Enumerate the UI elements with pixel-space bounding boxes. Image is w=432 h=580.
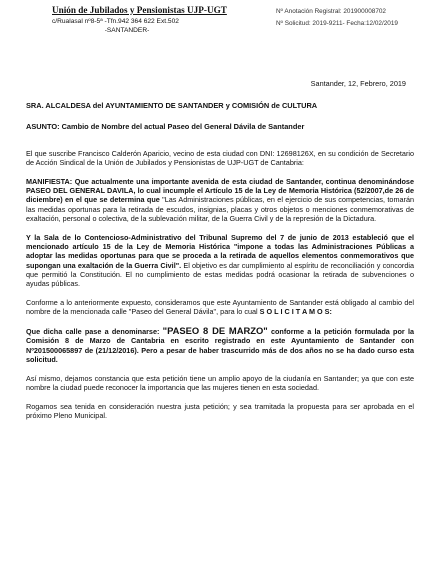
tribunal-text: El objetivo es dar cumplimiento al espíritu de reconciliación y concordia que permitió la Constitución. El no cumplimiento de estas medidas podrá ocasionar la retirada de subvenciones o ayudas públicas. (26, 260, 414, 289)
manifiesta-paragraph (26, 177, 414, 223)
request-bold-continuation: conforme a la petición formulada por la Comisión 8 de Marzo de Cantabria en escrito registrado en este Ayuntamiento de Santander con Nº201500065897 de (21/12/2016). Pero a pesar de haber trascurrido más de dos años no se ha dado curso esta solicitud. (26, 327, 415, 364)
recipient-line: SRA. ALCALDESA del AYUNTAMIENTO DE SANTANDER y COMISIÓN de CULTURA (26, 101, 318, 110)
organization-block (52, 5, 232, 34)
manifiesta-quote-text: "Las Administraciones públicas, en el ejercicio de sus competencias, tomarán las medidas oportunas para la retirada de escudos, insignias, placas y otros objetos o menciones conmemorativas de exaltación, personal o colectiva, de la sublevación militar, de la Guerra Civil y de la represión de la Dictadura. (26, 195, 415, 223)
support-paragraph: Así mismo, dejamos constancia que esta petición tiene un amplio apoyo de la ciudanía en Santander; ya que con este nombre la ciudad puede reconocer la importancia que las mujeres tienen en esta sociedad. (26, 373, 414, 393)
tribunal-paragraph (26, 233, 414, 289)
request-number: Nº Solicitud: 2019-9211- Fecha:12/02/2019 (276, 20, 398, 27)
subject-line: ASUNTO: Cambio de Nombre del actual Paseo del General Dávila de Santander (26, 122, 305, 132)
organization-name: Unión de Jubilados y Pensionistas UJP-UGT (52, 5, 227, 15)
registry-block (276, 6, 398, 30)
closing-paragraph: Rogamos sea tenida en consideración nuestra justa petición; y sea tramitada la propuesta para ser aprobada en el próximo Pleno Municipal. (26, 401, 414, 421)
registry-number: Nº Anotación Registral: 201900008702 (276, 8, 386, 15)
conforme-text: Conforme a lo anteriormente expuesto, consideramos que este Ayuntamiento de Santander está obligado al cambio del nombre de la mencionada calle "Paseo del General Dávila", para lo cual (26, 297, 414, 317)
manifiesta-bold-text: MANIFIESTA: Que actualmente una importante avenida de esta ciudad de Santander, continua denominándose PASEO DEL GENERAL DAVILA, lo cual incumple el Artículo 15 de la Ley de Memoria Histórica (52/2007,de 26 de diciembre) en el que se determina que (26, 176, 414, 205)
organization-address: c/Rualasal nº8-5ª -Tfn.942 364 622 Ext.502 (52, 18, 179, 25)
solicitamos-label: S O L I C I T A M O S: (259, 307, 332, 317)
conforme-paragraph (26, 298, 414, 317)
intro-paragraph: El que suscribe Francisco Calderón Aparicio, vecino de esta ciudad con DNI: 12698126X, en su condición de Secretario de Acción Sindical de la Unión de Jubilados y Pensionistas de UJP-UGT de Cantabria: (26, 148, 414, 167)
tribunal-bold-text: Y la Sala de lo Contencioso-Administrativo del Tribunal Supremo del 7 de junio de 2013 estableció que el mencionado artículo 15 de la Ley de Memoria Histórica "impone a todas las Administraciones Públicas a adoptar las medidas oportunas para que se proceda a la retirada de aquellos elementos conmemorativos que supongan una exaltación de la Guerra Civil". (26, 232, 414, 270)
letterhead (26, 0, 414, 62)
letter-body (26, 101, 414, 430)
request-bold-text: Que dicha calle pase a denominarse: (26, 327, 163, 337)
date-line: Santander, 12, Febrero, 2019 (310, 79, 406, 88)
request-paragraph (26, 326, 414, 364)
organization-city: -SANTANDER- (104, 27, 150, 34)
new-street-name: "PASEO 8 DE MARZO" (162, 325, 268, 337)
